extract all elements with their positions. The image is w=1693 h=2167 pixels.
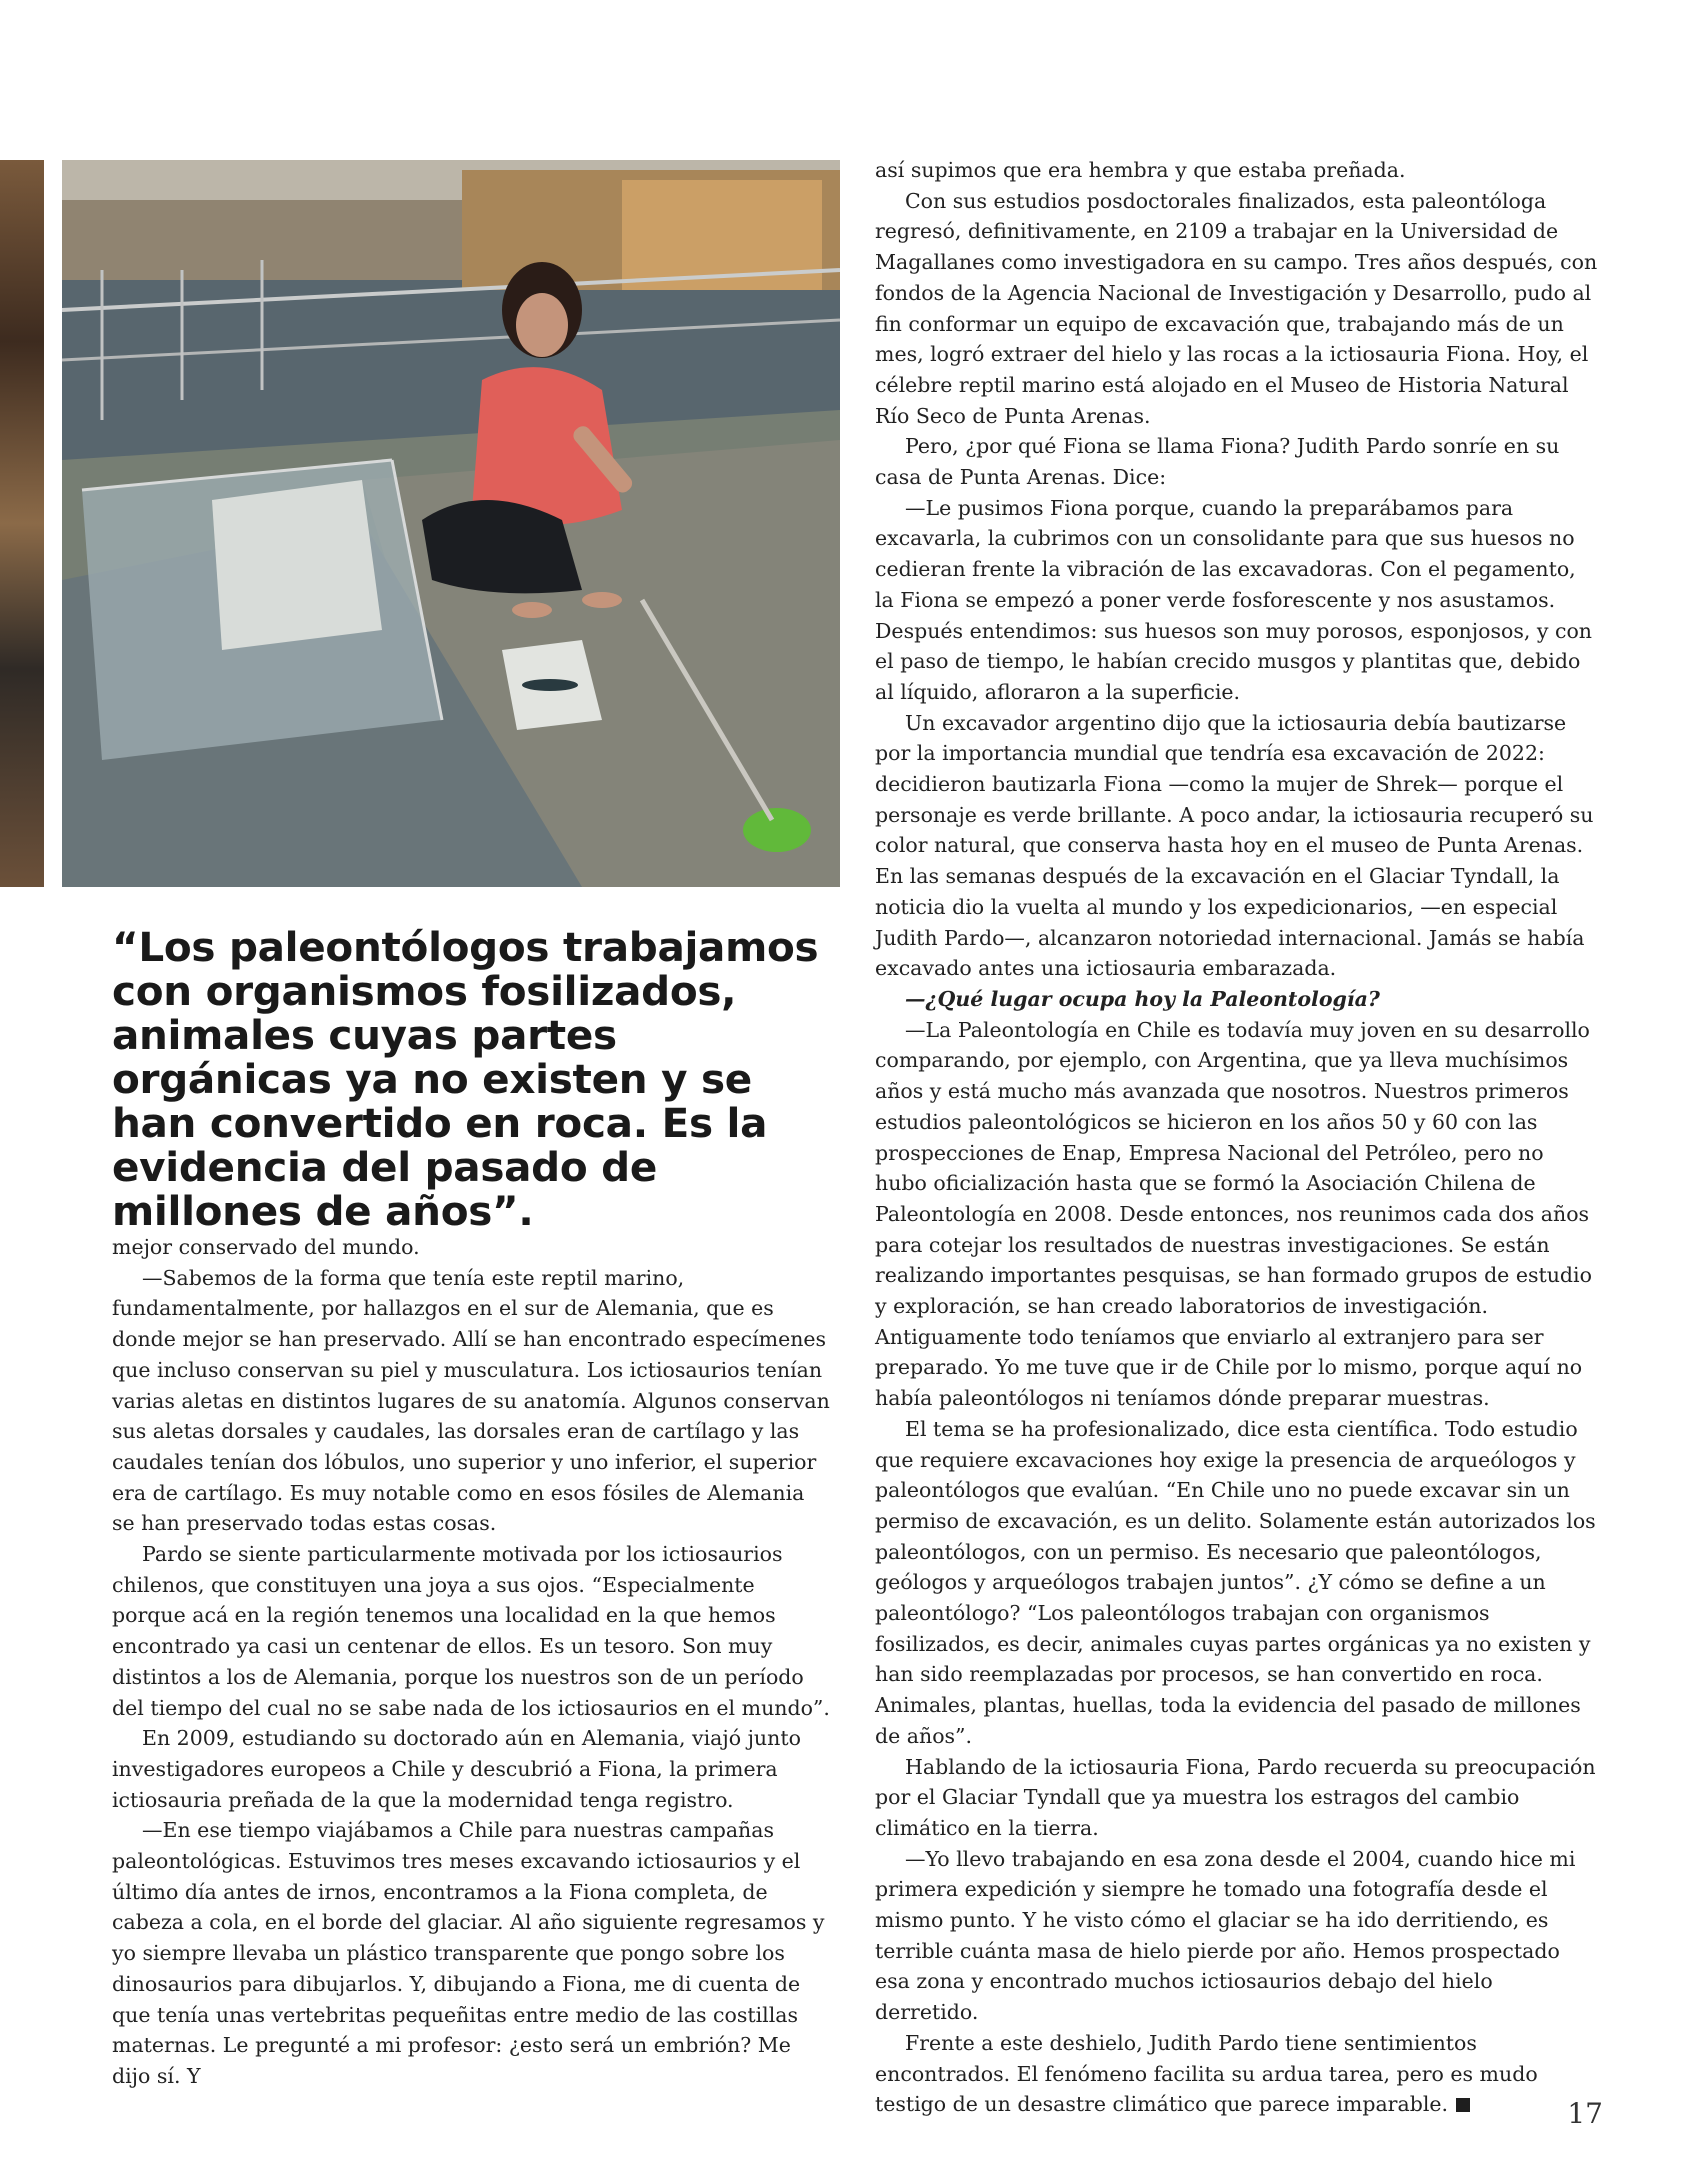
paragraph: —Le pusimos Fiona porque, cuando la preparábamos para excavarla, la cubrimos con un consolidante para que sus huesos no cedieran frente la vibración de las excavadoras. Con el pegamento, la Fiona se empezó a poner verde fosforescente y nos asustamos. Después entendimos: sus huesos son muy porosos, esponjosos, y con el paso de tiempo, le habían crecido musgos y plantitas que, debido al líquido, afloraron a la superficie. [875,495,1592,704]
adjacent-photo-edge [0,160,44,887]
paragraph: —La Paleontología en Chile es todavía muy joven en su desarrollo comparando, por ejemplo, con Argentina, que ya lleva muchísimos años y está mucho más avanzada que nosotros. Nuestros primeros estudios paleontológicos se hicieron en los años 50 y 60 con las prospecciones de Enap, Empresa Nacional del Petróleo, pero no hubo oficialización hasta que se formó la Asociación Chilena de Paleontología en 2008. Desde entonces, nos reunimos cada dos años para cotejar los resultados de nuestras investigaciones. Se están realizando importantes pesquisas, se han formado grupos de estudio y exploración, se han creado laboratorios de investigación. Antiguamente todo teníamos que enviarlo al extranjero para ser preparado. Yo me tuve que ir de Chile por lo mismo, porque aquí no había paleontólogos ni teníamos dónde preparar muestras. [875,1017,1592,1411]
paragraph: Un excavador argentino dijo que la ictiosauria debía bautizarse por la importancia mundial que tendría esa excavación de 2022: decidieron bautizarla Fiona —como la mujer de Shrek— porque el personaje es verde brillante. A poco andar, la ictiosauria recuperó su color natural, que conserva hasta hoy en el museo de Punta Arenas. En las semanas después de la excavación en el Glaciar Tyndall, la noticia dio la vuelta al mundo y los expedicionarios, —en especial Judith Pardo—, alcanzaron notoriedad internacional. Jamás se había excavado antes una ictiosauria embarazada. [875,710,1594,981]
right-article-column [875,155,1600,2120]
paragraph: El tema se ha profesionalizado, dice esta científica. Todo estudio que requiere excavaciones hoy exige la presencia de arqueólogos y paleontólogos que evalúan. “En Chile uno no puede excavar sin un permiso de excavación, es un delito. Solamente están autorizados los paleontólogos, con un permiso. Es necesario que paleontólogos, geólogos y arqueólogos trabajen juntos”. ¿Y cómo se define a un paleontólogo? “Los paleontólogos trabajan con organismos fosilizados, es decir, animales cuyas partes orgánicas ya no existen y han sido reemplazadas por procesos, se han convertido en roca. Animales, plantas, huellas, toda la evidencia del pasado de millones de años”. [875,1416,1596,1748]
paragraph: Pero, ¿por qué Fiona se llama Fiona? Judith Pardo sonríe en su casa de Punta Arenas. Dice: [875,434,1560,490]
page-number: 17 [1567,2097,1603,2130]
end-of-article-mark [1456,2098,1470,2112]
paragraph: Pardo se siente particularmente motivada por los ictiosaurios chilenos, que constituyen una joya a sus ojos. “Especialmente porque acá en la región tenemos una localidad en la que hemos encontrado ya casi un centenar de ellos. Es un tesoro. Son muy distintos a los de Alemania, porque los nuestros son de un período del tiempo del cual no se sabe nada de los ictiosaurios en el mundo”. [112,1542,830,1720]
interview-question: —¿Qué lugar ocupa hoy la Paleontología? [905,986,1380,1011]
paragraph: así supimos que era hembra y que estaba preñada. [875,158,1406,182]
photo-paleontologist-at-fossil [62,160,840,887]
left-article-column [112,1232,832,2092]
paragraph: mejor conservado del mundo. [112,1235,420,1259]
paragraph: —En ese tiempo viajábamos a Chile para nuestras campañas paleontológicas. Estuvimos tres meses excavando ictiosaurios y el último día antes de irnos, encontramos a la Fiona completa, de cabeza a cola, en el borde del glaciar. Al año siguiente regresamos y yo siempre llevaba un plástico transparente que pongo sobre los dinosaurios para dibujarlos. Y, dibujando a Fiona, me di cuenta de que tenía unas vertebritas pequeñitas entre medio de las costillas maternas. Le pregunté a mi profesor: ¿esto será un embrión? Me dijo sí. Y [112,1818,825,2088]
paragraph: —Yo llevo trabajando en esa zona desde el 2004, cuando hice mi primera expedición y siempre he tomado una fotografía desde el mismo punto. Y he visto cómo el glaciar se ha ido derritiendo, es terrible cuánta masa de hielo pierde por año. Hemos prospectado esa zona y encontrado muchos ictiosaurios debajo del hielo derretido. [875,1846,1576,2025]
paragraph: Con sus estudios posdoctorales finalizados, esta paleontóloga regresó, definitivamente, en 2109 a trabajar en la Universidad de Magallanes como investigadora en su campo. Tres años después, con fondos de la Agencia Nacional de Investigación y Desarrollo, pudo al fin conformar un equipo de excavación que, trabajando más de un mes, logró extraer del hielo y las rocas a la ictiosauria Fiona. Hoy, el célebre reptil marino está alojado en el Museo de Historia Natural Río Seco de Punta Arenas. [875,188,1598,428]
pull-quote: “Los paleontólogos trabajamos con organismos fosilizados, animales cuyas partes orgánicas ya no existen y se han convertido en roca. Es la evidencia del pasado de millones de años”. [112,923,819,1235]
closing-text: Frente a este deshielo, Judith Pardo tiene sentimientos encontrados. El fenómeno facilita su ardua tarea, pero es mudo testigo de un desastre climático que parece imparable. [875,2030,1538,2117]
photo-illustration [62,160,840,887]
paragraph: Hablando de la ictiosauria Fiona, Pardo recuerda su preocupación por el Glaciar Tyndall que ya muestra los estragos del cambio climático en la tierra. [875,1754,1596,1840]
paragraph: —Sabemos de la forma que tenía este reptil marino, fundamentalmente, por hallazgos en el sur de Alemania, que es donde mejor se han preservado. Allí se han encontrado especímenes que incluso conservan su piel y musculatura. Los ictiosaurios tenían varias aletas en distintos lugares de su anatomía. Algunos conservan sus aletas dorsales y caudales, las dorsales eran de cartílago y las caudales tenían dos lóbulos, uno superior y uno inferior, el superior era de cartílago. Es muy notable como en esos fósiles de Alemania se han preservado todas estas cosas. [112,1265,830,1536]
paragraph: En 2009, estudiando su doctorado aún en Alemania, viajó junto investigadores europeos a Chile y descubrió a Fiona, la primera ictiosauria preñada de la que la modernidad tenga registro. [112,1726,801,1812]
closing-paragraph [875,2028,1600,2120]
